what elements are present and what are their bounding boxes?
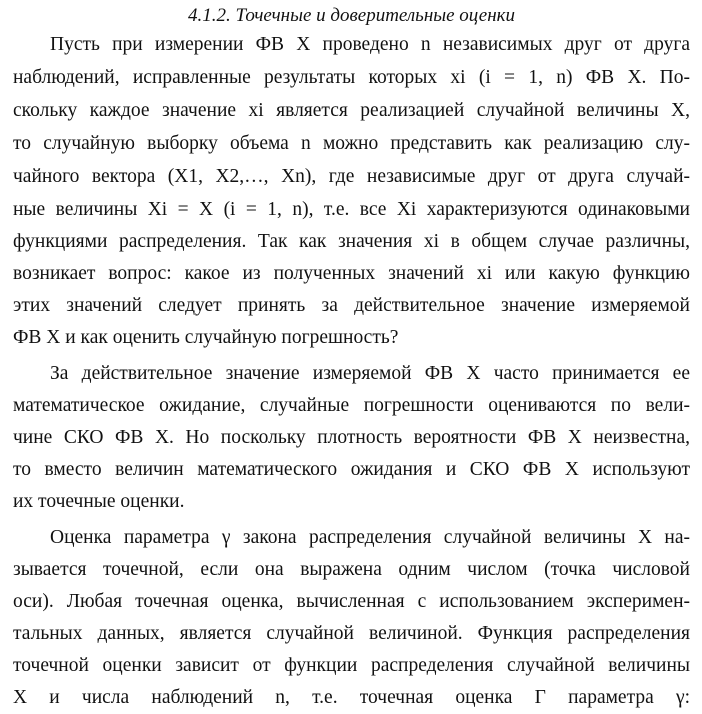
text-line: Пусть при измерении ФВ X проведено n независимых друг от друга — [50, 34, 690, 55]
text-line: чайного вектора (X1, X2,…, Xn), где независимые друг от друга случай- — [13, 166, 690, 187]
paragraph-3 — [13, 522, 690, 714]
text-line: тальных данных, является случайной величиной. Функция распределения — [13, 623, 690, 644]
text-line: наблюдений, исправленные результаты которых xi (i = 1, n) ФВ X. По- — [13, 67, 690, 88]
text-line: скольку каждое значение xi является реализацией случайной величины X, — [13, 100, 690, 121]
text-line: их точечные оценки. — [13, 491, 185, 512]
section-heading: 4.1.2. Точечные и доверительные оценки — [187, 5, 516, 26]
text-line: возникает вопрос: какое из полученных значений xi или какую функцию — [13, 263, 690, 284]
text-line: зывается точечной, если она выражена одним числом (точка числовой — [13, 559, 690, 580]
text-line: X и числа наблюдений n, т.е. точечная оценка Γ параметра γ: — [13, 687, 690, 708]
text-line: Оценка параметра γ закона распределения случайной величины X на- — [50, 527, 690, 548]
text-line: этих значений следует принять за действительное значение измеряемой — [13, 295, 690, 316]
text-line: то случайную выборку объема n можно представить как реализацию слу- — [13, 133, 690, 154]
text-line: За действительное значение измеряемой ФВ X часто принимается ее — [50, 363, 690, 384]
text-line: ные величины Xi = X (i = 1, n), т.е. все Xi характеризуются одинаковыми — [13, 199, 690, 220]
text-line: оси). Любая точечная оценка, вычисленная с использованием эксперимен- — [13, 591, 690, 612]
text-line: точечной оценки зависит от функции распределения случайной величины — [13, 655, 690, 676]
text-line: то вместо величин математического ожидания и СКО ФВ X используют — [13, 459, 690, 480]
text-line: чине СКО ФВ X. Но поскольку плотность вероятности ФВ X неизвестна, — [13, 427, 690, 448]
text-line: ФВ X и как оценить случайную погрешность? — [13, 327, 399, 348]
text-line: функциями распределения. Так как значения xi в общем случае различны, — [13, 231, 690, 252]
text-line: математическое ожидание, случайные погрешности оцениваются по вели- — [13, 395, 690, 416]
paragraph-2 — [13, 358, 690, 518]
paragraph-1 — [13, 28, 690, 354]
